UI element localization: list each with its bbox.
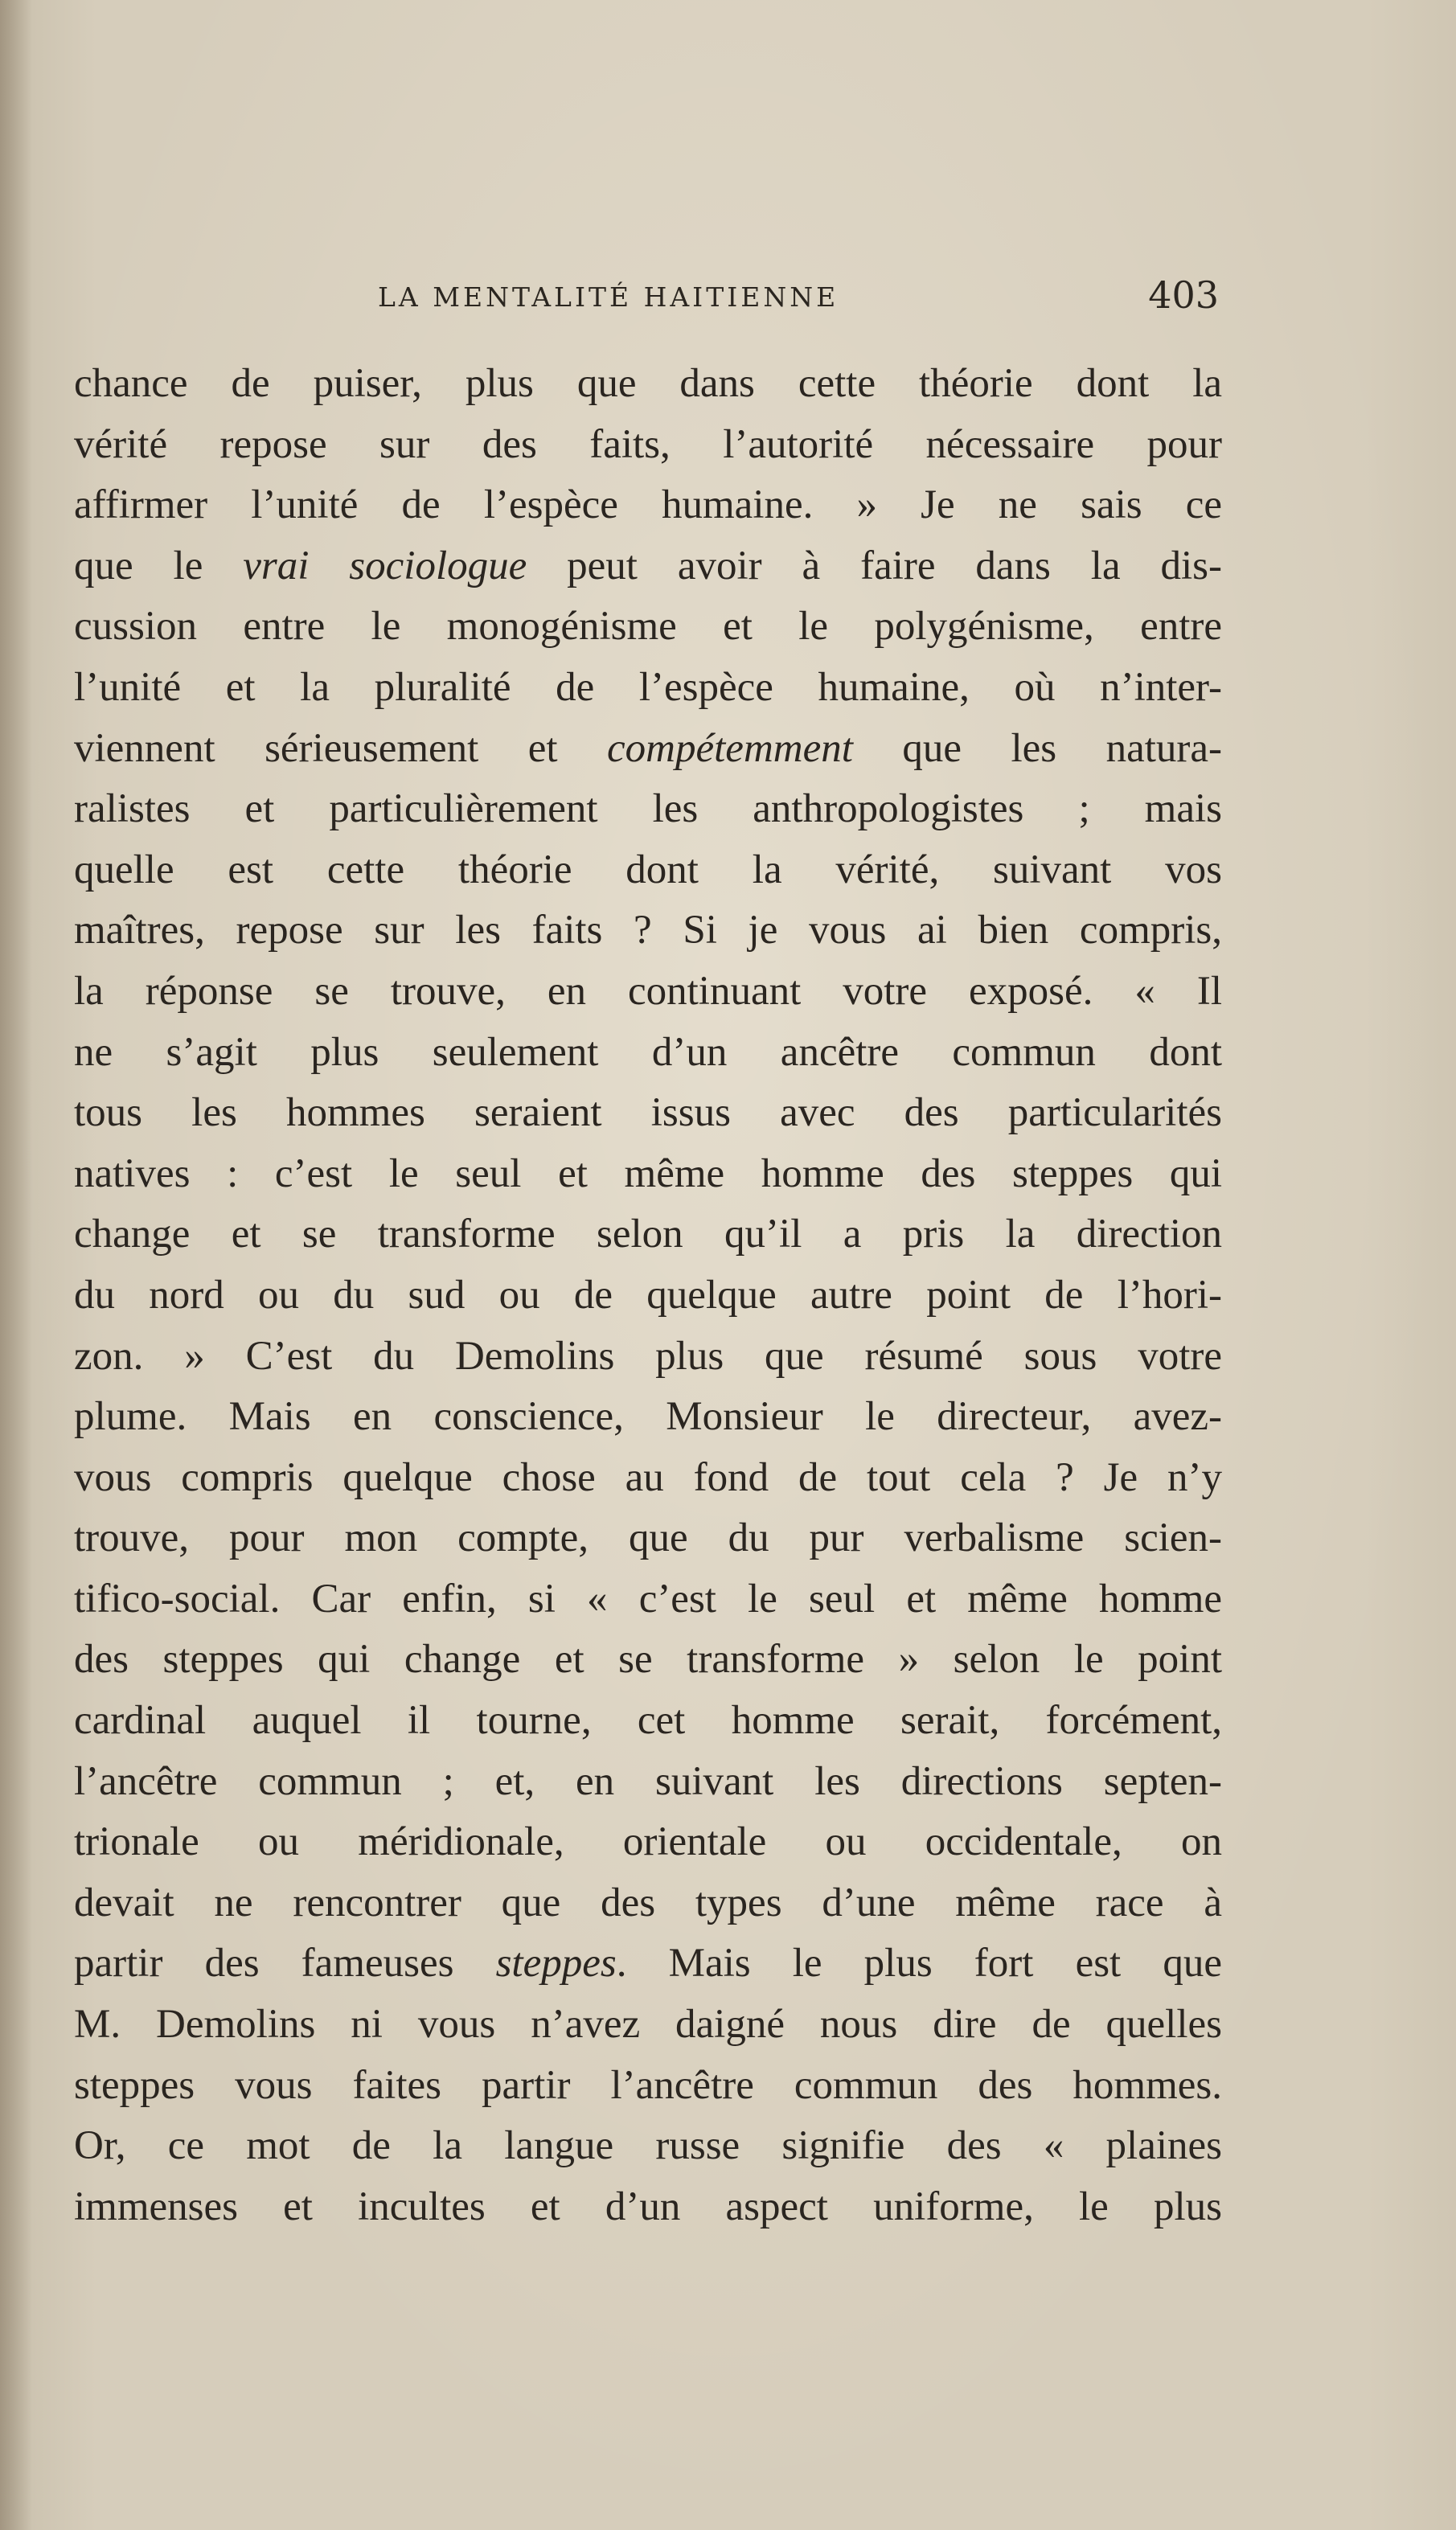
text-line: du nord ou du sud ou de quelque autre point de l’hori-: [74, 1272, 1222, 1318]
text-line: l’ancêtre commun ; et, en suivant les directions septen-: [74, 1758, 1222, 1804]
text-line: maîtres, repose sur les faits ? Si je vous ai bien compris,: [74, 908, 1222, 953]
text-line: plume. Mais en conscience, Monsieur le directeur, avez-: [74, 1394, 1222, 1440]
text-line: trouve, pour mon compte, que du pur verbalisme scien-: [74, 1515, 1222, 1561]
text-line: affirmer l’unité de l’espèce humaine. » Je ne sais ce: [74, 482, 1222, 528]
italic-emphasis: steppes: [495, 1941, 617, 1987]
text-line: cussion entre le monogénisme et le polygénisme, entre: [74, 604, 1222, 650]
body-text: [74, 354, 1222, 2237]
text-line: des steppes qui change et se transforme » selon le point: [74, 1637, 1222, 1683]
text-line: trionale ou méridionale, orientale ou occidentale, on: [74, 1819, 1222, 1865]
text-line: immenses et incultes et d’un aspect uniforme, le plus: [74, 2184, 1222, 2229]
text-line: que le vrai sociologue peut avoir à faire dans la dis-: [74, 543, 1222, 588]
text-line: steppes vous faites partir l’ancêtre commun des hommes.: [74, 2062, 1222, 2108]
italic-emphasis: vrai sociologue: [243, 543, 527, 588]
text-line: ne s’agit plus seulement d’un ancêtre commun dont: [74, 1029, 1222, 1075]
page-number: 403: [1148, 273, 1219, 317]
text-line: devait ne rencontrer que des types d’une même race à: [74, 1880, 1222, 1925]
text-line: tous les hommes seraient issus avec des particularités: [74, 1090, 1222, 1136]
text-line: chance de puiser, plus que dans cette théorie dont la: [74, 361, 1222, 406]
text-line: tifico-social. Car enfin, si « c’est le seul et même homme: [74, 1576, 1222, 1622]
text-line: viennent sérieusement et compétemment que les natura-: [74, 725, 1222, 771]
text-line: quelle est cette théorie dont la vérité, suivant vos: [74, 847, 1222, 892]
text-line: cardinal auquel il tourne, cet homme serait, forcément,: [74, 1698, 1222, 1744]
page-header: [378, 273, 1219, 322]
text-line: l’unité et la pluralité de l’espèce humaine, où n’inter-: [74, 664, 1222, 710]
text-line: zon. » C’est du Demolins plus que résumé sous votre: [74, 1333, 1222, 1379]
text-line: ralistes et particulièrement les anthropologistes ; mais: [74, 786, 1222, 832]
text-line: M. Demolins ni vous n’avez daigné nous dire de quelles: [74, 2002, 1222, 2048]
text-line: partir des fameuses steppes. Mais le plus fort est que: [74, 1941, 1222, 1987]
italic-emphasis: compétemment: [607, 725, 853, 771]
text-line: natives : c’est le seul et même homme des steppes qui: [74, 1150, 1222, 1196]
text-line: la réponse se trouve, en continuant votre exposé. « Il: [74, 968, 1222, 1014]
text-line: Or, ce mot de la langue russe signifie des « plaines: [74, 2123, 1222, 2169]
text-line: vérité repose sur des faits, l’autorité nécessaire pour: [74, 421, 1222, 467]
text-line: change et se transforme selon qu’il a pris la direction: [74, 1212, 1222, 1257]
running-title: LA MENTALITÉ HAITIENNE: [378, 281, 839, 313]
text-line: vous compris quelque chose au fond de tout cela ? Je n’y: [74, 1454, 1222, 1500]
page-edge-shadow: [0, 0, 32, 2530]
